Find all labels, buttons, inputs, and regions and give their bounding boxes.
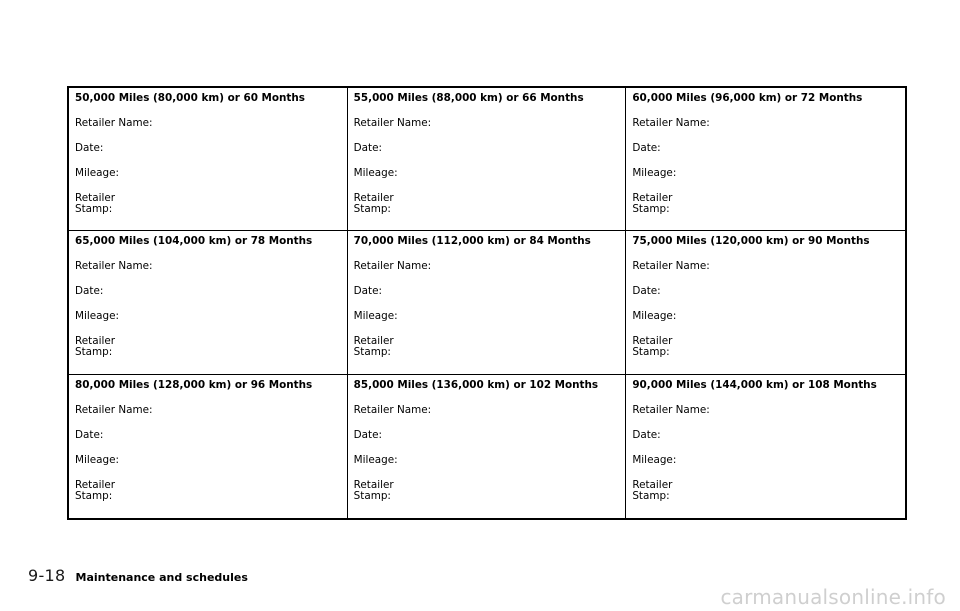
- cell-heading: 60,000 Miles (96,000 km) or 72 Months: [632, 92, 863, 104]
- retailer-stamp-label: Retailer Stamp:: [75, 192, 116, 215]
- retailer-name-label: Retailer Name:: [75, 403, 153, 416]
- maintenance-cell-75000: [626, 231, 905, 374]
- cell-heading: 80,000 Miles (128,000 km) or 96 Months: [75, 378, 313, 391]
- date-label: Date:: [353, 428, 382, 441]
- mileage-label: Mileage:: [75, 310, 119, 323]
- mileage-label: Mileage:: [632, 453, 677, 466]
- retailer-name-label: Retailer Name:: [632, 260, 710, 273]
- retailer-name-label: Retailer Name:: [353, 260, 432, 273]
- cell-heading: 85,000 Miles (136,000 km) or 102 Months: [353, 378, 599, 391]
- retailer-stamp-label: Retailer Stamp:: [353, 478, 394, 502]
- retailer-stamp-label: Retailer Stamp:: [353, 335, 394, 359]
- retailer-name-label: Retailer Name:: [632, 117, 710, 129]
- maintenance-cell-55000: [348, 88, 627, 231]
- retailer-stamp-label: Retailer Stamp:: [75, 335, 116, 359]
- retailer-stamp-label: Retailer Stamp:: [632, 335, 673, 359]
- cell-heading: 70,000 Miles (112,000 km) or 84 Months: [353, 235, 591, 248]
- maintenance-cell-70000: [348, 231, 627, 374]
- retailer-stamp-label: Retailer Stamp:: [75, 478, 116, 502]
- watermark: carmanualsonline.info: [720, 585, 946, 609]
- maintenance-cell-65000: [69, 231, 348, 374]
- mileage-label: Mileage:: [75, 453, 119, 466]
- page-number: 9-18: [28, 566, 66, 585]
- page-footer: [28, 566, 248, 590]
- section-title: Maintenance and schedules: [75, 571, 248, 584]
- date-label: Date:: [632, 142, 661, 154]
- date-label: Date:: [632, 285, 661, 298]
- date-label: Date:: [75, 142, 104, 154]
- retailer-stamp-label: Retailer Stamp:: [632, 478, 673, 502]
- date-label: Date:: [353, 142, 382, 154]
- maintenance-cell-60000: [626, 88, 905, 231]
- cell-heading: 75,000 Miles (120,000 km) or 90 Months: [632, 235, 870, 248]
- cell-heading: 90,000 Miles (144,000 km) or 108 Months: [632, 378, 877, 391]
- retailer-stamp-label: Retailer Stamp:: [632, 192, 673, 215]
- maintenance-log-table: [67, 86, 907, 520]
- date-label: Date:: [75, 428, 104, 441]
- mileage-label: Mileage:: [353, 310, 398, 323]
- date-label: Date:: [353, 285, 382, 298]
- cell-heading: 50,000 Miles (80,000 km) or 60 Months: [75, 92, 305, 104]
- mileage-label: Mileage:: [353, 167, 398, 179]
- maintenance-cell-90000: [626, 375, 905, 518]
- maintenance-cell-85000: [348, 375, 627, 518]
- retailer-name-label: Retailer Name:: [632, 403, 710, 416]
- retailer-name-label: Retailer Name:: [75, 260, 153, 273]
- retailer-stamp-label: Retailer Stamp:: [353, 192, 394, 215]
- maintenance-cell-50000: [69, 88, 348, 231]
- cell-heading: 65,000 Miles (104,000 km) or 78 Months: [75, 235, 313, 248]
- retailer-name-label: Retailer Name:: [353, 403, 432, 416]
- date-label: Date:: [632, 428, 661, 441]
- mileage-label: Mileage:: [632, 167, 677, 179]
- mileage-label: Mileage:: [632, 310, 677, 323]
- mileage-label: Mileage:: [75, 167, 119, 179]
- date-label: Date:: [75, 285, 104, 298]
- mileage-label: Mileage:: [353, 453, 398, 466]
- maintenance-cell-80000: [69, 375, 348, 518]
- cell-heading: 55,000 Miles (88,000 km) or 66 Months: [353, 92, 584, 104]
- retailer-name-label: Retailer Name:: [353, 117, 432, 129]
- retailer-name-label: Retailer Name:: [75, 117, 153, 129]
